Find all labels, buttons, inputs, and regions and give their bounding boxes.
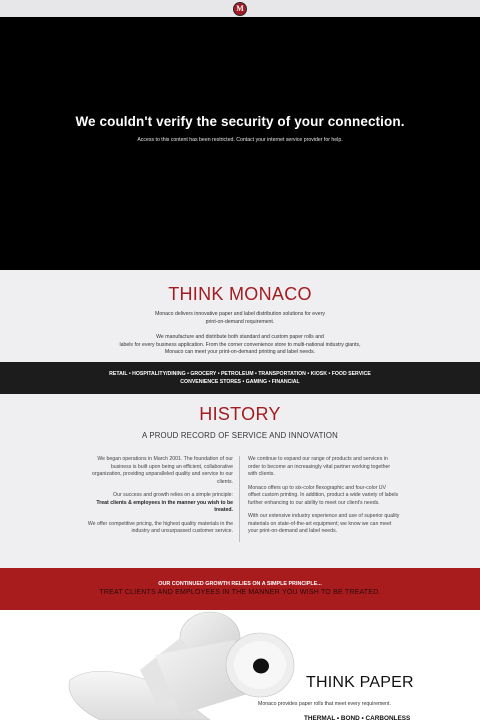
history-paragraph: We offer competitive pricing, the highest quality materials in the industry and unsurpassed customer service. (87, 520, 233, 535)
logo-letter: M (236, 4, 244, 13)
think-paper-title: THINK PAPER (306, 674, 414, 691)
intro-line: print-on-demand requirement. (205, 318, 275, 325)
history-left-column (80, 456, 240, 542)
hero-subtitle: Access to this content has been restricted. Contact your internet service provider for help. (137, 137, 343, 143)
growth-heading: OUR CONTINUED GROWTH RELIES ON A SIMPLE PRINCIPLE... (158, 580, 322, 587)
paper-types: THERMAL • BOND • CARBONLESS (304, 715, 411, 720)
intro-line: Monaco delivers innovative paper and label distribution solutions for every (155, 311, 325, 317)
history-paragraph: Monaco offers up to six-color flexographic and four-color UV offset custom printing. In addition, product a wide variety of labels further enhancing to our ability to meet our client's needs. (248, 484, 399, 506)
history-paragraph: We continue to expand our range of products and services in order to become an increasingly vital partner working together with clients. (248, 456, 391, 478)
history-subtitle: A PROUD RECORD OF SERVICE AND INNOVATION (141, 431, 339, 440)
body-line: labels for every business application. From the corner convenience store to multi-national industry giants, (119, 341, 361, 348)
think-monaco-body (0, 334, 480, 357)
history-title: HISTORY (199, 404, 281, 424)
think-paper-subtitle: Monaco provides paper rolls that meet every requirement. (258, 701, 391, 707)
think-monaco-title: THINK MONACO (168, 284, 312, 304)
principle-statement: Treat clients & employees in the manner you wish to be treated. (96, 499, 233, 514)
growth-principle: TREAT CLIENTS AND EMPLOYEES IN THE MANNER YOU WISH TO BE TREATED. (99, 588, 381, 596)
body-line: We manufacture and distribute both standard and custom paper rolls and (156, 334, 324, 341)
hero-title: We couldn't verify the security of your connection. (75, 114, 405, 129)
history-right-column (240, 456, 400, 542)
history-paragraph: With our extensive industry experience and use of superior quality materials on state-of-the-art equipment; we know we can meet your print-on-demand and label needs. (248, 513, 400, 535)
top-bar (0, 0, 480, 17)
think-paper-section (0, 610, 480, 720)
history-paragraph (80, 492, 233, 515)
growth-banner (0, 568, 480, 610)
think-monaco-intro (0, 311, 480, 326)
body-line: Monaco can meet your print-on-demand printing and label needs. (164, 349, 316, 356)
principle-intro: Our success and growth relies on a simple principle: (113, 492, 233, 499)
history-paragraph: We began operations in March 2001. The foundation of our business is built upon being an efficient, collaborative organization, providing unparalleled quality and service to our clients. (91, 456, 233, 485)
history-columns (0, 456, 480, 542)
industries-line: RETAIL • HOSPITALITY/DINING • GROCERY • PETROLEUM • TRANSPORTATION • KIOSK • FOOD SERVICE (109, 370, 371, 377)
security-warning-hero (0, 17, 480, 270)
monaco-logo[interactable] (233, 2, 247, 16)
industries-bar (0, 362, 480, 394)
history-section (0, 394, 480, 568)
industries-line: CONVENIENCE STORES • GAMING • FINANCIAL (180, 379, 300, 385)
think-monaco-section (0, 270, 480, 362)
